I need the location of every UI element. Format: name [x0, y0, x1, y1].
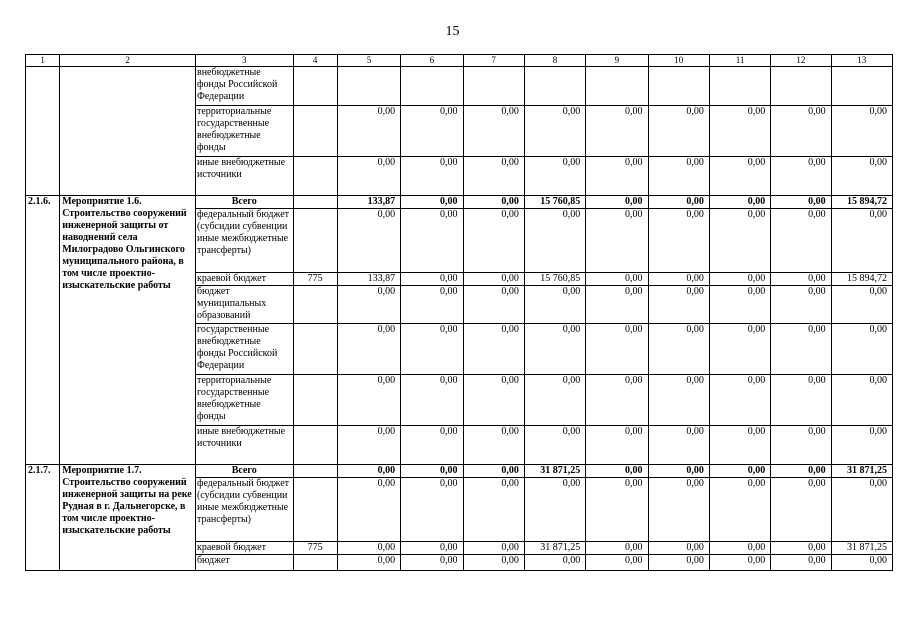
funding-source: государственные внебюджетные фонды Российской Федерации — [195, 324, 293, 375]
value-cell: 0,00 — [648, 157, 709, 196]
page-number: 15 — [445, 24, 460, 39]
value-cell — [524, 67, 585, 106]
value-cell: 0,00 — [709, 157, 770, 196]
value-cell: 0,00 — [463, 209, 524, 273]
value-cell: 133,87 — [337, 273, 400, 286]
value-cell: 0,00 — [401, 196, 463, 209]
value-cell — [337, 67, 400, 106]
budget-table — [25, 54, 893, 571]
value-cell: 0,00 — [586, 478, 648, 542]
value-cell: 0,00 — [401, 286, 463, 324]
value-cell: 0,00 — [586, 196, 648, 209]
value-cell — [831, 67, 892, 106]
value-cell: 0,00 — [771, 465, 831, 478]
value-cell: 0,00 — [648, 375, 709, 426]
value-cell: 0,00 — [401, 542, 463, 555]
value-cell: 0,00 — [524, 324, 585, 375]
value-cell: 0,00 — [524, 555, 585, 571]
value-cell — [401, 67, 463, 106]
value-cell: 0,00 — [463, 478, 524, 542]
column-number: 5 — [337, 55, 400, 67]
value-cell: 0,00 — [771, 555, 831, 571]
value-cell: 0,00 — [709, 286, 770, 324]
item-name — [60, 67, 196, 196]
value-cell: 0,00 — [401, 157, 463, 196]
value-cell: 0,00 — [337, 209, 400, 273]
budget-code — [293, 286, 337, 324]
value-cell: 0,00 — [401, 324, 463, 375]
value-cell: 31 871,25 — [831, 465, 892, 478]
value-cell: 0,00 — [463, 426, 524, 465]
table-row — [26, 67, 893, 106]
budget-code — [293, 67, 337, 106]
value-cell: 0,00 — [709, 375, 770, 426]
value-cell: 0,00 — [831, 286, 892, 324]
value-cell — [648, 67, 709, 106]
value-cell: 0,00 — [401, 273, 463, 286]
value-cell: 0,00 — [586, 465, 648, 478]
value-cell — [771, 67, 831, 106]
value-cell: 0,00 — [586, 157, 648, 196]
value-cell: 0,00 — [831, 426, 892, 465]
budget-code — [293, 426, 337, 465]
funding-source: внебюджетные фонды Российской Федерации — [195, 67, 293, 106]
value-cell: 0,00 — [524, 426, 585, 465]
column-number: 3 — [195, 55, 293, 67]
funding-source: иные внебюджетные источники — [195, 157, 293, 196]
value-cell: 0,00 — [524, 106, 585, 157]
value-cell: 0,00 — [709, 478, 770, 542]
value-cell: 0,00 — [463, 555, 524, 571]
value-cell: 0,00 — [648, 478, 709, 542]
budget-code — [293, 157, 337, 196]
value-cell: 0,00 — [709, 273, 770, 286]
value-cell: 0,00 — [771, 324, 831, 375]
value-cell: 0,00 — [586, 273, 648, 286]
value-cell: 0,00 — [831, 106, 892, 157]
value-cell: 133,87 — [337, 196, 400, 209]
column-number: 10 — [648, 55, 709, 67]
item-number: 2.1.6. — [26, 196, 60, 465]
value-cell: 0,00 — [771, 426, 831, 465]
value-cell: 0,00 — [709, 555, 770, 571]
value-cell: 0,00 — [524, 375, 585, 426]
value-cell: 0,00 — [648, 209, 709, 273]
value-cell: 0,00 — [771, 157, 831, 196]
value-cell: 0,00 — [524, 286, 585, 324]
value-cell: 0,00 — [648, 542, 709, 555]
value-cell: 0,00 — [401, 426, 463, 465]
value-cell: 15 760,85 — [524, 196, 585, 209]
value-cell: 0,00 — [831, 209, 892, 273]
value-cell: 0,00 — [337, 106, 400, 157]
budget-code — [293, 478, 337, 542]
value-cell: 0,00 — [401, 209, 463, 273]
table-row-total — [26, 196, 893, 209]
value-cell: 0,00 — [771, 273, 831, 286]
value-cell: 15 894,72 — [831, 273, 892, 286]
value-cell: 0,00 — [831, 555, 892, 571]
item-name: Мероприятие 1.7. Строительство сооружений инженерной защиты на реке Рудная в г. Дальнегорске, в том числе проектно-изыскательские работы — [60, 465, 196, 571]
item-name: Мероприятие 1.6. Строительство сооружений инженерной защиты от наводнений села Милоградово Ольгинского муниципального района, в том числе проектно-изыскательские работы — [60, 196, 196, 465]
value-cell: 0,00 — [463, 465, 524, 478]
value-cell: 15 894,72 — [831, 196, 892, 209]
value-cell — [709, 67, 770, 106]
value-cell: 0,00 — [648, 555, 709, 571]
funding-source: краевой бюджет — [195, 542, 293, 555]
value-cell — [586, 67, 648, 106]
value-cell: 0,00 — [463, 542, 524, 555]
value-cell: 0,00 — [463, 324, 524, 375]
column-number: 13 — [831, 55, 892, 67]
value-cell: 0,00 — [771, 196, 831, 209]
funding-source: иные внебюджетные источники — [195, 426, 293, 465]
value-cell: 0,00 — [831, 478, 892, 542]
value-cell: 0,00 — [337, 555, 400, 571]
value-cell: 0,00 — [337, 426, 400, 465]
budget-code: 775 — [293, 542, 337, 555]
value-cell: 0,00 — [337, 375, 400, 426]
budget-code: 775 — [293, 273, 337, 286]
value-cell: 0,00 — [524, 478, 585, 542]
value-cell: 0,00 — [463, 375, 524, 426]
value-cell: 0,00 — [771, 375, 831, 426]
table-row-total — [26, 465, 893, 478]
column-number: 9 — [586, 55, 648, 67]
funding-source: краевой бюджет — [195, 273, 293, 286]
value-cell: 0,00 — [648, 465, 709, 478]
value-cell: 0,00 — [524, 209, 585, 273]
value-cell: 0,00 — [648, 196, 709, 209]
value-cell: 0,00 — [648, 106, 709, 157]
value-cell: 0,00 — [401, 465, 463, 478]
value-cell: 0,00 — [648, 286, 709, 324]
value-cell: 15 760,85 — [524, 273, 585, 286]
funding-source: бюджет муниципальных образований — [195, 286, 293, 324]
value-cell: 0,00 — [586, 542, 648, 555]
value-cell: 0,00 — [709, 324, 770, 375]
value-cell: 0,00 — [771, 542, 831, 555]
value-cell: 31 871,25 — [831, 542, 892, 555]
item-number — [26, 67, 60, 196]
value-cell — [463, 67, 524, 106]
value-cell: 0,00 — [648, 273, 709, 286]
value-cell: 0,00 — [586, 324, 648, 375]
budget-code — [293, 209, 337, 273]
value-cell: 0,00 — [401, 478, 463, 542]
column-number: 4 — [293, 55, 337, 67]
value-cell: 0,00 — [463, 157, 524, 196]
value-cell: 0,00 — [401, 375, 463, 426]
column-number: 7 — [463, 55, 524, 67]
value-cell: 0,00 — [463, 286, 524, 324]
total-label: Всего — [195, 465, 293, 478]
value-cell: 0,00 — [337, 157, 400, 196]
funding-source: бюджет — [195, 555, 293, 571]
value-cell: 0,00 — [586, 286, 648, 324]
value-cell: 0,00 — [831, 157, 892, 196]
value-cell: 0,00 — [586, 426, 648, 465]
column-number: 6 — [401, 55, 463, 67]
total-label: Всего — [195, 196, 293, 209]
value-cell: 0,00 — [771, 106, 831, 157]
value-cell: 0,00 — [337, 542, 400, 555]
value-cell: 0,00 — [709, 542, 770, 555]
funding-source: территориальные государственные внебюджетные фонды — [195, 375, 293, 426]
value-cell: 0,00 — [771, 286, 831, 324]
value-cell: 0,00 — [648, 324, 709, 375]
funding-source: федеральный бюджет (субсидии субвенции иные межбюджетные трансферты) — [195, 478, 293, 542]
value-cell: 0,00 — [524, 157, 585, 196]
column-number: 8 — [524, 55, 585, 67]
value-cell: 0,00 — [586, 555, 648, 571]
value-cell: 0,00 — [463, 106, 524, 157]
value-cell: 0,00 — [463, 273, 524, 286]
value-cell: 0,00 — [709, 426, 770, 465]
column-number-row — [26, 55, 893, 67]
value-cell: 0,00 — [771, 478, 831, 542]
funding-source: территориальные государственные внебюджетные фонды — [195, 106, 293, 157]
column-number: 12 — [771, 55, 831, 67]
value-cell: 0,00 — [709, 196, 770, 209]
budget-code — [293, 196, 337, 209]
value-cell: 31 871,25 — [524, 465, 585, 478]
column-number: 11 — [709, 55, 770, 67]
value-cell: 0,00 — [709, 106, 770, 157]
value-cell: 0,00 — [831, 375, 892, 426]
column-number: 1 — [26, 55, 60, 67]
item-number: 2.1.7. — [26, 465, 60, 571]
budget-code — [293, 324, 337, 375]
value-cell: 0,00 — [463, 196, 524, 209]
value-cell: 31 871,25 — [524, 542, 585, 555]
value-cell: 0,00 — [337, 324, 400, 375]
value-cell: 0,00 — [586, 106, 648, 157]
value-cell: 0,00 — [401, 555, 463, 571]
budget-code — [293, 465, 337, 478]
value-cell: 0,00 — [709, 465, 770, 478]
budget-code — [293, 106, 337, 157]
value-cell: 0,00 — [586, 209, 648, 273]
value-cell: 0,00 — [337, 465, 400, 478]
funding-source: федеральный бюджет (субсидии субвенции иные межбюджетные трансферты) — [195, 209, 293, 273]
value-cell: 0,00 — [831, 324, 892, 375]
column-number: 2 — [60, 55, 196, 67]
value-cell: 0,00 — [586, 375, 648, 426]
value-cell: 0,00 — [648, 426, 709, 465]
value-cell: 0,00 — [709, 209, 770, 273]
value-cell: 0,00 — [337, 478, 400, 542]
value-cell: 0,00 — [337, 286, 400, 324]
value-cell: 0,00 — [401, 106, 463, 157]
budget-code — [293, 555, 337, 571]
value-cell: 0,00 — [771, 209, 831, 273]
budget-code — [293, 375, 337, 426]
